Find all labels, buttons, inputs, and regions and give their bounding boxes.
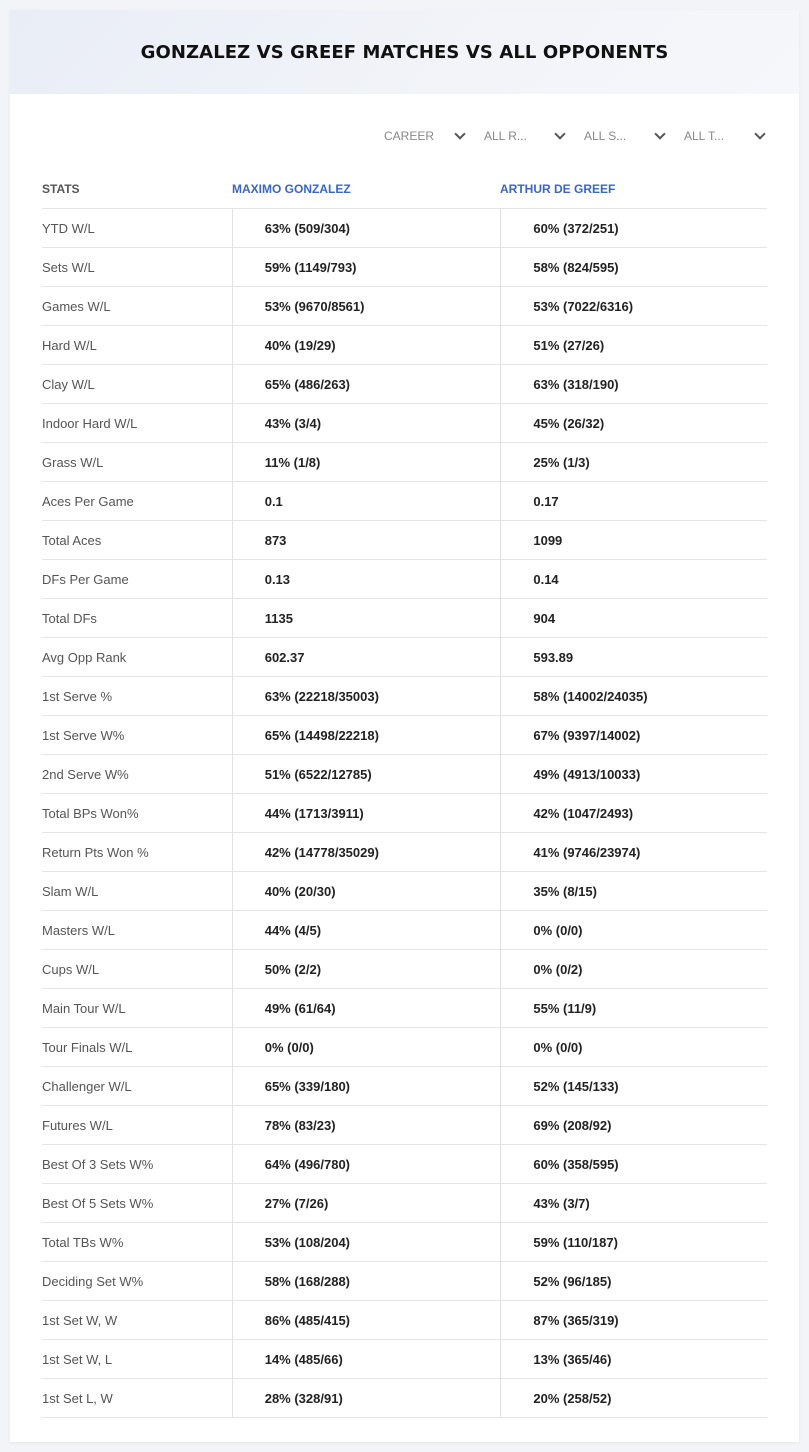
player1-value: 59% (1149/793) [232, 248, 501, 286]
player2-value: 0% (0/2) [500, 950, 767, 988]
player2-value: 59% (110/187) [500, 1223, 767, 1261]
player2-value: 58% (14002/24035) [500, 677, 767, 715]
stat-label: Total BPs Won% [42, 805, 139, 821]
table-row [42, 1340, 767, 1379]
chevron-down-icon [654, 128, 665, 139]
table-row [42, 1028, 767, 1067]
player1-value: 86% (485/415) [232, 1301, 501, 1339]
player1-value: 51% (6522/12785) [232, 755, 501, 793]
player1-value: 63% (22218/35003) [232, 677, 501, 715]
stat-label: YTD W/L [42, 220, 95, 236]
table-row [42, 1223, 767, 1262]
player1-value: 64% (496/780) [232, 1145, 501, 1183]
stat-label: 1st Serve % [42, 688, 113, 704]
player2-value: 904 [500, 599, 767, 637]
filter-round-label: ALL R... [484, 129, 527, 143]
player2-value: 593.89 [500, 638, 767, 676]
stat-label: Total TBs W% [42, 1234, 124, 1250]
stat-label: Games W/L [42, 298, 111, 314]
stat-label: DFs Per Game [42, 571, 129, 587]
player2-value: 87% (365/319) [500, 1301, 767, 1339]
player1-value: 65% (339/180) [232, 1067, 501, 1105]
table-row [42, 716, 767, 755]
player2-value: 60% (372/251) [500, 209, 767, 247]
stat-label: Indoor Hard W/L [42, 415, 138, 431]
player1-value: 1135 [232, 599, 501, 637]
player1-value: 63% (509/304) [232, 209, 501, 247]
filter-period-select[interactable] [374, 126, 474, 146]
stats-table [42, 170, 767, 1418]
table-row [42, 950, 767, 989]
table-row [42, 326, 767, 365]
filter-round-select[interactable] [474, 126, 574, 146]
table-row [42, 599, 767, 638]
player1-value: 53% (108/204) [232, 1223, 501, 1261]
player2-value: 58% (824/595) [500, 248, 767, 286]
stat-label: Main Tour W/L [42, 1000, 126, 1016]
table-row [42, 755, 767, 794]
player1-value: 40% (19/29) [232, 326, 501, 364]
player2-value: 13% (365/46) [500, 1340, 767, 1378]
stat-label: Deciding Set W% [42, 1273, 144, 1289]
player1-value: 42% (14778/35029) [232, 833, 501, 871]
filter-surface-label: ALL S... [584, 129, 627, 143]
table-row [42, 248, 767, 287]
player1-value: 0% (0/0) [232, 1028, 501, 1066]
table-row [42, 1184, 767, 1223]
player2-value: 63% (318/190) [500, 365, 767, 403]
player2-value: 67% (9397/14002) [500, 716, 767, 754]
stat-label: Masters W/L [42, 922, 115, 938]
filter-tournament-label: ALL T... [684, 129, 725, 143]
player1-value: 11% (1/8) [232, 443, 501, 481]
table-row [42, 1106, 767, 1145]
page-title: GONZALEZ VS GREEF MATCHES VS ALL OPPONENTS [140, 41, 669, 63]
stat-label: 1st Serve W% [42, 727, 125, 743]
card-header [10, 10, 799, 94]
table-row [42, 638, 767, 677]
player2-value: 45% (26/32) [500, 404, 767, 442]
table-row [42, 989, 767, 1028]
table-row [42, 365, 767, 404]
table-row [42, 209, 767, 248]
stat-label: Slam W/L [42, 883, 99, 899]
stats-card [10, 10, 799, 1442]
player1-value: 78% (83/23) [232, 1106, 501, 1144]
player2-value: 69% (208/92) [500, 1106, 767, 1144]
stat-label: Best Of 5 Sets W% [42, 1195, 154, 1211]
stat-label: Best Of 3 Sets W% [42, 1156, 154, 1172]
player1-value: 43% (3/4) [232, 404, 501, 442]
table-row [42, 287, 767, 326]
player1-value: 28% (328/91) [232, 1379, 501, 1417]
stat-label: Avg Opp Rank [42, 649, 127, 665]
player1-value: 0.13 [232, 560, 501, 598]
chevron-down-icon [454, 128, 465, 139]
player1-value: 44% (4/5) [232, 911, 501, 949]
player2-value: 20% (258/52) [500, 1379, 767, 1417]
player2-value: 60% (358/595) [500, 1145, 767, 1183]
table-row [42, 1262, 767, 1301]
stat-label: Cups W/L [42, 961, 100, 977]
player2-value: 52% (145/133) [500, 1067, 767, 1105]
table-body [42, 209, 767, 1418]
filter-tournament-select[interactable] [674, 126, 774, 146]
stat-label: Hard W/L [42, 337, 97, 353]
table-row [42, 1301, 767, 1340]
table-row [42, 404, 767, 443]
player2-value: 35% (8/15) [500, 872, 767, 910]
column-header-player1[interactable]: MAXIMO GONZALEZ [232, 182, 351, 196]
stat-label: Grass W/L [42, 454, 104, 470]
player1-value: 50% (2/2) [232, 950, 501, 988]
table-header [42, 170, 767, 209]
player1-value: 49% (61/64) [232, 989, 501, 1027]
table-row [42, 911, 767, 950]
filter-period-label: CAREER [384, 129, 435, 143]
player1-value: 65% (14498/22218) [232, 716, 501, 754]
player2-value: 41% (9746/23974) [500, 833, 767, 871]
stat-label: Total Aces [42, 532, 102, 548]
stat-label: 1st Set W, L [42, 1351, 113, 1367]
table-row [42, 443, 767, 482]
column-header-stats: STATS [42, 182, 80, 196]
player2-value: 0% (0/0) [500, 911, 767, 949]
player2-value: 42% (1047/2493) [500, 794, 767, 832]
player1-value: 873 [232, 521, 501, 559]
column-header-player2[interactable]: ARTHUR DE GREEF [500, 182, 616, 196]
stat-label: Total DFs [42, 610, 97, 626]
player1-value: 53% (9670/8561) [232, 287, 501, 325]
player1-value: 44% (1713/3911) [232, 794, 501, 832]
player2-value: 25% (1/3) [500, 443, 767, 481]
player1-value: 14% (485/66) [232, 1340, 501, 1378]
player2-value: 53% (7022/6316) [500, 287, 767, 325]
player2-value: 0% (0/0) [500, 1028, 767, 1066]
player1-value: 58% (168/288) [232, 1262, 501, 1300]
stat-label: Return Pts Won % [42, 844, 149, 860]
table-row [42, 677, 767, 716]
stat-label: Futures W/L [42, 1117, 113, 1133]
table-row [42, 1145, 767, 1184]
player2-value: 49% (4913/10033) [500, 755, 767, 793]
table-row [42, 1067, 767, 1106]
player1-value: 0.1 [232, 482, 501, 520]
stat-label: 1st Set W, W [42, 1312, 118, 1328]
table-row [42, 794, 767, 833]
player2-value: 0.17 [500, 482, 767, 520]
table-row [42, 560, 767, 599]
player1-value: 65% (486/263) [232, 365, 501, 403]
table-row [42, 833, 767, 872]
table-row [42, 482, 767, 521]
player1-value: 40% (20/30) [232, 872, 501, 910]
player2-value: 52% (96/185) [500, 1262, 767, 1300]
stat-label: Aces Per Game [42, 493, 134, 509]
stat-label: 1st Set L, W [42, 1390, 113, 1406]
chevron-down-icon [554, 128, 565, 139]
filter-surface-select[interactable] [574, 126, 674, 146]
filter-bar [374, 126, 774, 146]
stat-label: Tour Finals W/L [42, 1039, 133, 1055]
player1-value: 602.37 [232, 638, 501, 676]
player2-value: 43% (3/7) [500, 1184, 767, 1222]
table-row [42, 872, 767, 911]
stat-label: 2nd Serve W% [42, 766, 129, 782]
player2-value: 1099 [500, 521, 767, 559]
player1-value: 27% (7/26) [232, 1184, 501, 1222]
stat-label: Challenger W/L [42, 1078, 132, 1094]
stat-label: Sets W/L [42, 259, 95, 275]
chevron-down-icon [754, 128, 765, 139]
table-row [42, 1379, 767, 1418]
stat-label: Clay W/L [42, 376, 95, 392]
player2-value: 0.14 [500, 560, 767, 598]
player2-value: 51% (27/26) [500, 326, 767, 364]
player2-value: 55% (11/9) [500, 989, 767, 1027]
table-row [42, 521, 767, 560]
